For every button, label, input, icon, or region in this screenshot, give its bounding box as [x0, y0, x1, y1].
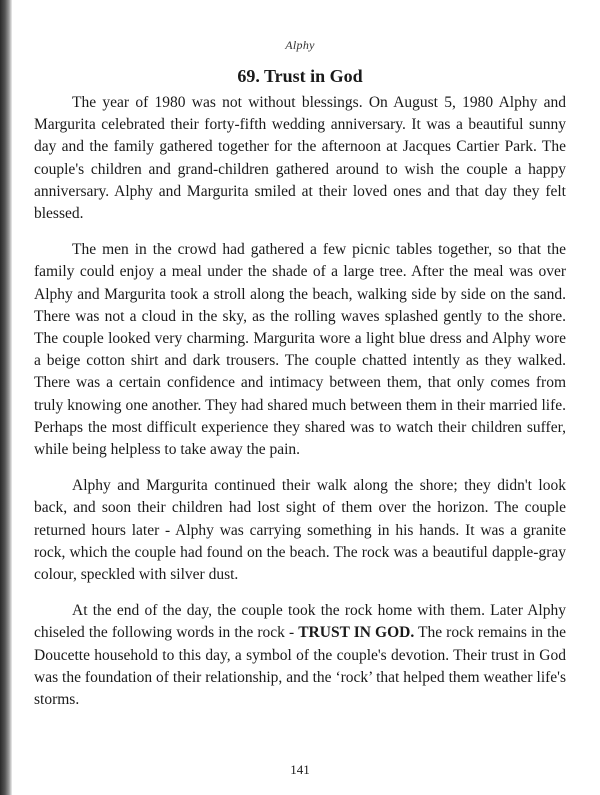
paragraph-1: The year of 1980 was not without blessings. On August 5, 1980 Alphy and Margurita celebrated their forty-fifth wedding anniversary. It was a beautiful sunny day and the family gathered together for the afternoon at Jacques Cartier Park. The couple's children and grand-children gathered around to wish the couple a happy anniversary. Alphy and Margurita smiled at their loved ones and that day they felt blessed. [34, 94, 566, 223]
chapter-title: 69. Trust in God [237, 66, 363, 86]
paragraph-2: The men in the crowd had gathered a few picnic tables together, so that the family could enjoy a meal under the shade of a large tree. After the meal was over Alphy and Margurita took a stroll along the beach, walking side by side on the sand. There was not a cloud in the sky, as the rolling waves splashed gently to the shore. The couple looked very charming. Margurita wore a light blue dress and Alphy wore a beige cotton shirt and dark trousers. The couple chatted intently as they walked. There was a certain confidence and intimacy between them, that only comes from truly knowing one another. They had shared much between them in their married life. Perhaps the most difficult experience they shared was to watch their children suffer, while being helpless to take away the pain. [34, 241, 566, 459]
paragraph-4 [34, 600, 566, 711]
paragraph-4-emphasis: TRUST IN GOD. [298, 624, 415, 642]
running-head: Alphy [285, 38, 315, 52]
paragraph-3: Alphy and Margurita continued their walk along the shore; they didn't look back, and soon their children had lost sight of them over the horizon. The couple returned hours later - Alphy was carrying something in his hands. It was a granite rock, which the couple had found on the beach. The rock was a beautiful dapple-gray colour, speckled with silver dust. [34, 477, 566, 584]
body-text [34, 92, 566, 725]
paragraph-4-text-after: The rock remains in the Doucette household to this day, a symbol of the couple's devotion. Their trust in God was the foundation of their relationship, and the ‘rock’ that helped them weather life's storms. [34, 624, 567, 709]
page-number: 141 [290, 762, 310, 777]
paragraph-4-text-before: At the end of the day, the couple took the rock home with them. Later Alphy chiseled the following words in the rock - [34, 602, 566, 642]
